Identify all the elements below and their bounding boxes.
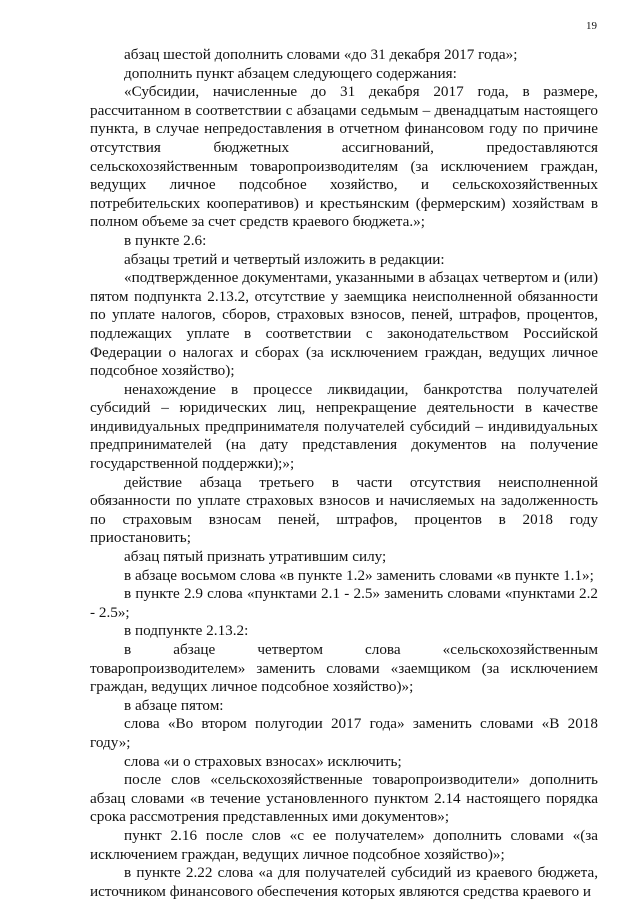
page-number: 19 (586, 20, 597, 32)
paragraph: слова «Во втором полугодии 2017 года» заменить словами «В 2018 году»; (90, 715, 598, 751)
paragraph: в абзаце четвертом слова «сельскохозяйственным товаропроизводителем» заменить словами «заемщиком (за исключением граждан, ведущих личное подсобное хозяйство)»; (90, 641, 598, 696)
paragraph: после слов «сельскохозяйственные товаропроизводители» дополнить абзац словами «в течение установленного пунктом 2.14 настоящего порядка срока рассмотрения представленных ими документов»; (90, 771, 598, 826)
document-body (90, 46, 598, 901)
paragraph: ненахождение в процессе ликвидации, банкротства получателей субсидий – юридических лиц, непрекращение деятельности в качестве индивидуальных предпринимателя получателей субсидий – индивидуальных предпринимателей (на дату представления документов на получение государственной поддержки);»; (90, 380, 598, 473)
paragraph: пункт 2.16 после слов «с ее получателем» дополнить словами «(за исключением граждан, ведущих личное подсобное хозяйство)»; (90, 826, 598, 863)
paragraph: в пункте 2.22 слова «а для получателей субсидий из краевого бюджета, источником финансового обеспечения которых являются средства краевого и (90, 864, 598, 900)
paragraph: «подтвержденное документами, указанными в абзацах четвертом и (или) пятом подпункта 2.13.2, отсутствие у заемщика неисполненной обязанности по уплате налогов, сборов, страховых взносов, пеней, штрафов, процентов, подлежащих уплате в соответствии с законодательством Российской Федерации о налогах и сборах (за исключением граждан, ведущих личное подсобное хозяйство); (90, 269, 598, 380)
paragraph: в абзаце восьмом слова «в пункте 1.2» заменить словами «в пункте 1.1»; (124, 566, 594, 584)
paragraph: абзац шестой дополнить словами «до 31 декабря 2017 года»; (124, 46, 518, 63)
paragraph: абзацы третий и четвертый изложить в редакции: (124, 250, 445, 268)
paragraph: слова «и о страховых взносах» исключить; (124, 752, 402, 770)
paragraph: абзац пятый признать утратившим силу; (124, 548, 387, 566)
paragraph: «Субсидии, начисленные до 31 декабря 2017 года, в размере, рассчитанном в соответствии с абзацами седьмым – двенадцатым настоящего пункта, в случае непредоставления в отчетном финансовом году по причине отсутствия бюджетных ассигнований, предоставляются сельскохозяйственным товаропроизводителям (за исключением граждан, ведущих личное подсобное хозяйство, и сельскохозяйственных потребительских кооперативов) и крестьянским (фермерским) хозяйствам в полном объеме за счет средств краевого бюджета.»; (90, 83, 598, 231)
paragraph: в подпункте 2.13.2: (124, 622, 249, 640)
paragraph: в пункте 2.6: (124, 231, 207, 249)
paragraph: в абзаце пятом: (124, 696, 224, 714)
paragraph: в пункте 2.9 слова «пунктами 2.1 - 2.5» заменить словами «пунктами 2.2 - 2.5»; (90, 585, 598, 621)
paragraph: действие абзаца третьего в части отсутствия неисполненной обязанности по уплате страховых взносов и начисляемых на задолженность по страховым взносам пеней, штрафов, процентов в 2018 году приостановить; (90, 473, 598, 547)
paragraph: дополнить пункт абзацем следующего содержания: (124, 64, 457, 82)
